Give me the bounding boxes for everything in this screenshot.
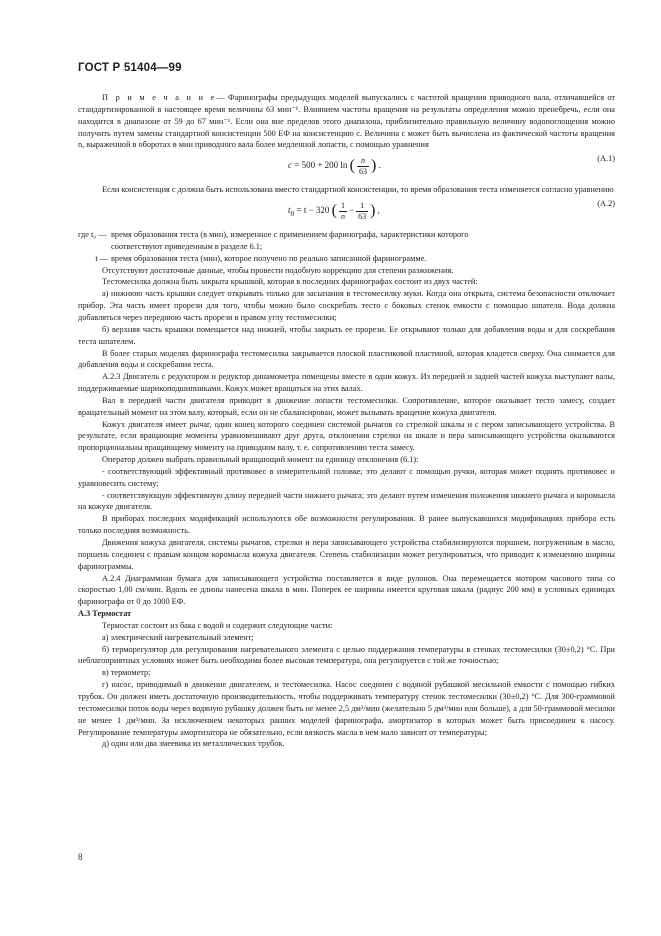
paragraph: В приборах последних модификаций используются обе возможности регулирования. В ранее выпускавшихся модификациях прибора есть только последняя возможность.: [78, 514, 615, 536]
note-paragraph: [78, 92, 615, 151]
formula-a1-denominator: 63: [358, 166, 367, 176]
list-item: а) электрический нагревательный элемент;: [102, 632, 254, 642]
section-a23-paragraph: А.2.3 Двигатель с редуктором и редуктор динамометра помещены вместе в одни кожух. Из передней и задней частей кожуха выступают валы, поддерживаемые шарикоподшипниками. Кожух может вращаться на этих валах.: [78, 372, 615, 394]
where-item-t0: [78, 229, 615, 241]
formula-a2-numerator-2: 1: [356, 201, 368, 212]
where-label-t0: где t₀ —: [78, 230, 107, 240]
list-item: г) насос, приводимый в движение двигателем, и тестомесилка. Насос соединен с водяной рубашкой месильной емкости с помощью гибких трубок. Он должен иметь достаточную производительность, чтобы поддерживать температуру стенок тестомесилки (30±0,2) °С. Для 300-граммовой тестомесилки поток воды через водяную рубашку должен быть не менее 2,5 дм³/мин (желательно 5 дм³/мин или больше), а для 50-граммовой месилки не менее 1 дм³/мин. За исключением некоторых ранних моделей фаринографа, амортизатор в которых может быть присоединен к насосу. Регулирование температуры амортизатора не обязательно, если вязкость масла в нем мало зависит от температуры;: [78, 680, 615, 737]
paragraph: Тестомесилка должна быть закрыта крышкой, которая в последних фаринографах состоит из двух частей:: [102, 277, 478, 287]
formula-a2-numerator-1: 1: [341, 201, 345, 211]
formula-a2-tail: ,: [377, 205, 380, 216]
where-text-t: время образования теста (мин), которое получено по реально записанной фаринограмме.: [111, 253, 427, 263]
paragraph: Движения кожуха двигателя, системы рычагов, стрелки и пера записывающего устройства стабилизируются поршнем, погруженным в масло, поршень соединен с правым концом коромысла кожуха двигателя. Степень стабилизации может регулироваться, что приводит к изменению ширины фаринограммы.: [78, 538, 615, 571]
paragraph: Оператор должен выбрать правильный вращающий момент на единицу отклонения (6.1):: [102, 455, 419, 465]
list-item: д) один или два змеевика из металлических трубок.: [102, 739, 285, 749]
where-label-t: t —: [95, 253, 108, 263]
formula-a1-numerator: n: [357, 156, 369, 167]
where-item-t: [78, 253, 615, 265]
formula-a2-minus: −: [349, 205, 355, 216]
section-a24-paragraph: А.2.4 Диаграммная бумага для записывающего устройства поставляется в виде рулонов. Она перемещается мотором часового типа со скоростью 1,00 см/мин. Вдоль ее длины нанесена шкала в мин. Поперек ее ширины имеется круговая шкала (радиус 200 мм) в условных единицах фаринографа от 0 до 1000 ЕФ.: [78, 573, 615, 607]
paragraph: Вал в передней части двигателя приводит в движение лопасти тестомесилки. Сопротивление, которое оказывает тесто замесу, создает вращательный момент на этом валу, который, если он не сбалансирован, может вызывать вращение кожуха двигателя.: [78, 395, 615, 417]
formula-a2-denominator-2: 63: [358, 211, 367, 221]
list-item: б) терморегулятор для регулирования нагревательного элемента с целью поддержания температуры в стенках тестомесилки (30±0,2) °С. При неблагоприятных условиях может быть необходима более высокая температура, она регулируется с той же точностью;: [78, 644, 615, 666]
formula-a1: c = 500 + 200 ln ( $\frac{n}{63}$ ) . (А.1): [288, 154, 615, 176]
where-text-t0: время образования теста (в мин), измеренное с применением фаринографа, характеристики которого: [111, 230, 469, 240]
formula-a1-fraction: [357, 156, 369, 176]
page-number: 8: [78, 852, 83, 862]
list-item: а) нижнюю часть крышки следует открывать только для засыпания в тестомесилку муки. Когда она открыта, система безопасности отключает прибор. Эта часть имеет прорези для того, чтобы можно было соскребать тесто с боковых стенок емкости с помощью шпателя. Вода должна добавляться через переднюю часть прорези в правом углу тестомесилки;: [78, 289, 615, 322]
formula-a2-number: (А.2): [597, 199, 615, 209]
section-heading-a3: А.3 Термостат: [78, 609, 132, 619]
list-item: б) верхняя часть крышки помещается над нижней, чтобы закрыть ее прорези. Ее открывают только для добавления воды и для соскребания теста шпателем.: [78, 324, 615, 346]
note-text: — Фаринографы предыдущих моделей выпускались с частотой вращения приводного вала, отличавшейся от стандартизированной в настоящее время величины 63 мин⁻¹. Влиянием частоты вращения на результаты определения можно пренебречь, если она находится в диапазоне от 59 до 67 мин⁻¹. Если она вне пределов этого диапазона, приблизительно правильную величину водопоглощения можно получить путем замены стандартной консистенции 500 ЕФ на консистенцию c. Величина c может быть вычислена из фактической частоты вращения n, выраженной в оборотах в мин приводного вала более медленной лопасти, с помощью уравнения: [78, 93, 615, 150]
formula-a1-number: (А.1): [597, 154, 615, 164]
document-header: ГОСТ Р 51404—99: [78, 62, 182, 74]
paragraph: Кожух двигателя имеет рычаг, один конец которого соединен системой рычагов со стрелкой шкалы и с пером записывающего устройства. В результате, если вращающие моменты уравновешивают друг друга, отклонения стрелки на шкале и пера записывающего устройства оказываются пропорциональны вращающему моменту на приводном валу, т. е. сопротивлению теста замесу.: [78, 419, 615, 453]
formula-a2-lhs: t: [288, 205, 291, 216]
paragraph: В более старых моделях фаринографа тестомесилка закрывается плоской пластиковой пластиной, которая кладется сверху. Она снимается для добавления воды и соскребания теста.: [78, 348, 615, 370]
formula-a1-lhs: c: [288, 160, 292, 171]
list-item: - соответствующую эффективную длину передней части нижнего рычага; это делают путем изменения положения нижнего рычага и коромысла на кожухе двигателя.: [78, 490, 615, 512]
paragraph: Термостат состоит из бака с водой и содержит следующие части:: [102, 620, 333, 630]
formula-a2-lhs-sub: 0: [290, 208, 295, 218]
consistency-paragraph: Если консистенция c должна быть использована вместо стандартной консистенции, то время образования теста изменяется согласно уравнению: [102, 185, 614, 195]
where-text-t0-cont: соответствуют приведенным в разделе 6.1;: [111, 241, 263, 251]
document-body: [78, 92, 615, 750]
formula-a2-fraction-2: [356, 201, 368, 221]
formula-a2: $t_0 = t - 320$ ( $\frac{1}{n}$ − $\frac{1}{63}$ ) , (А.2): [288, 199, 615, 221]
formula-a2-denominator-1: n: [341, 211, 345, 221]
list-item: - соответствующий эффективный противовес в измерительной головке; это делают с помощью ручки, которая может поднять противовес и уравновесить систему;: [78, 466, 615, 488]
formula-a1-tail: .: [378, 160, 381, 171]
formula-a2-fraction-1: [339, 201, 347, 221]
paragraph: Отсутствуют достаточные данные, чтобы провести подобную коррекцию для степени разжижения.: [102, 265, 454, 275]
formula-a2-rhs: = t − 320: [296, 205, 330, 216]
formula-a1-rhs: = 500 + 200 ln: [294, 160, 348, 171]
note-lead: П р и м е ч а н и е: [102, 93, 217, 102]
list-item: в) термометр;: [102, 668, 151, 678]
